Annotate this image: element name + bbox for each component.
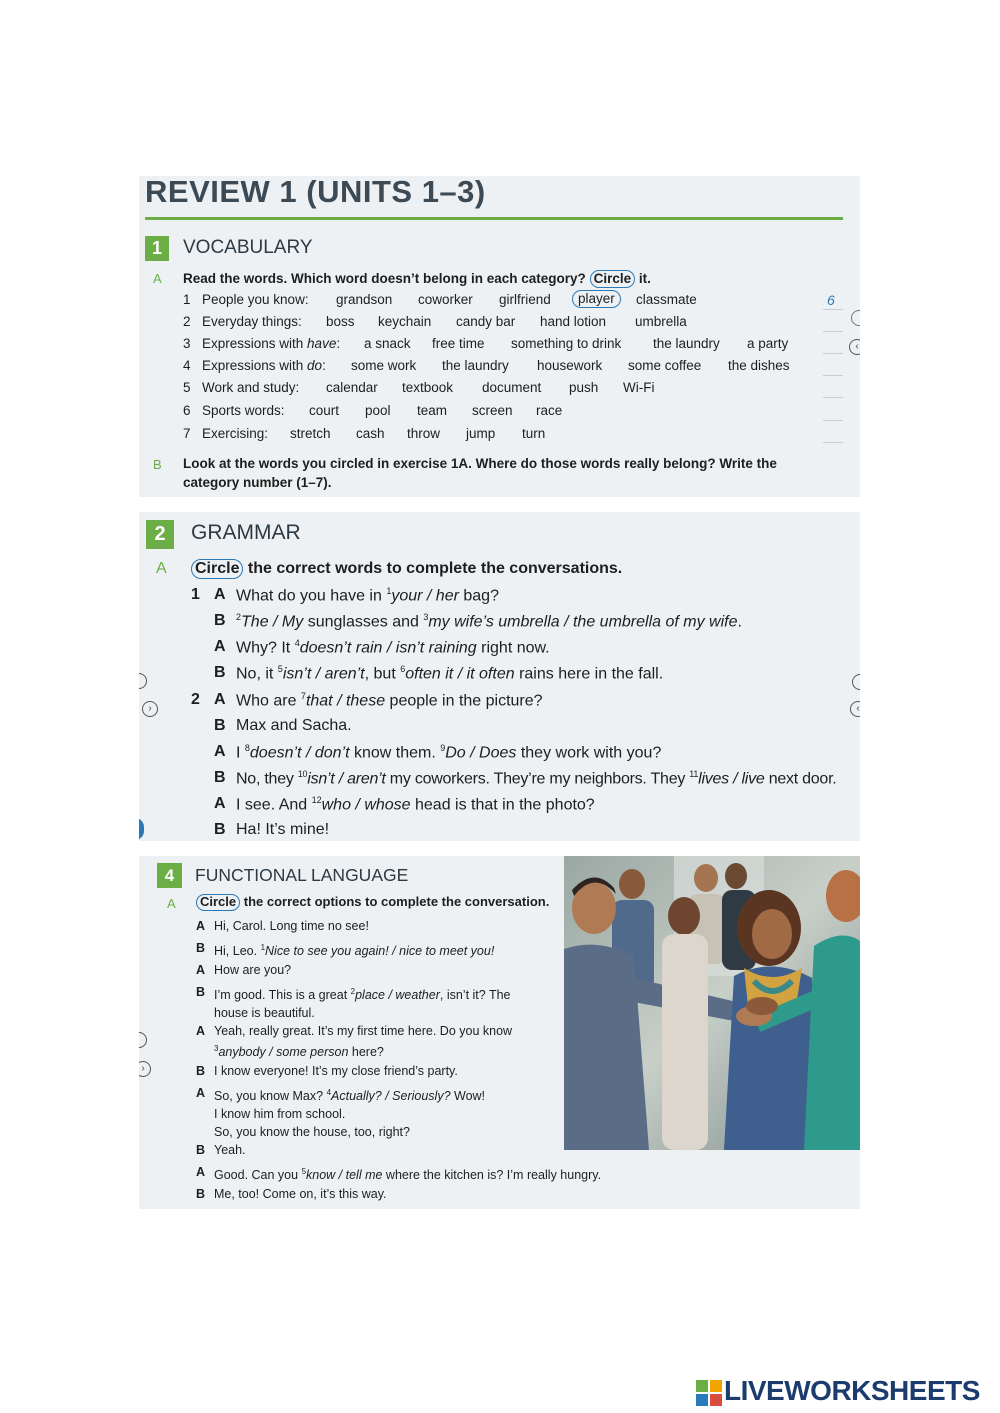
section-number: 1 (145, 236, 169, 261)
word-option[interactable]: the laundry (653, 336, 720, 351)
gap-number: 7 (300, 691, 306, 701)
row-category: Everyday things: (202, 314, 302, 329)
word-option[interactable]: document (482, 380, 542, 395)
row-category (202, 336, 340, 351)
title-rule (145, 217, 843, 220)
choice-options[interactable]: doesn’t rain / isn’t raining (299, 639, 477, 657)
choice-options[interactable]: who / whose (321, 796, 411, 814)
speaker-label: A (196, 1165, 206, 1179)
exercise-letter: A (153, 271, 162, 286)
text: So, you know the house, too, right? (214, 1125, 410, 1140)
choice-options[interactable]: Do / Does (445, 744, 517, 762)
word-option-circled[interactable]: player (572, 290, 621, 308)
exercise-letter: A (167, 896, 176, 911)
word-option[interactable]: the laundry (442, 358, 509, 373)
row-category: People you know: (202, 292, 309, 307)
speaker-label: A (214, 638, 226, 655)
functional-language-panel (139, 856, 860, 1209)
exercise-instruction (183, 270, 651, 288)
text: Wow! (450, 1089, 486, 1104)
line-text (214, 983, 511, 1022)
row-number: 3 (183, 336, 191, 351)
gap-number: 9 (440, 743, 446, 753)
text: know them. (349, 744, 441, 762)
word-option[interactable]: free time (432, 336, 485, 351)
exercise-letter: A (156, 560, 167, 577)
choice-options[interactable]: that / these (305, 692, 386, 710)
speaker-label: B (214, 821, 226, 838)
speaker-label: A (196, 1086, 206, 1100)
gap-number: 1 (260, 943, 266, 952)
instruction-text: Read the words. Which word doesn’t belong in each category? (183, 271, 586, 286)
row-category (202, 358, 326, 373)
answer-blank[interactable] (823, 353, 843, 354)
party-photo (564, 856, 860, 1150)
exercise-instruction (191, 559, 622, 579)
exercise-instruction: Look at the words you circled in exercise 1A. Where do those words really belong? Write the (183, 456, 777, 471)
half-circle-icon (139, 1032, 147, 1048)
text: I (236, 744, 245, 762)
text: head is that in the photo? (410, 796, 595, 814)
audio-icon[interactable]: › (142, 701, 158, 717)
speaker-label: B (214, 612, 226, 629)
line-text (236, 664, 663, 683)
word-option[interactable]: something to drink (511, 336, 622, 351)
word-option[interactable]: umbrella (635, 314, 687, 329)
exercise-instruction: category number (1–7). (183, 475, 332, 490)
text: . (737, 613, 742, 631)
row-category-text: Expressions with (202, 358, 308, 373)
gap-number: 4 (326, 1088, 332, 1097)
grammar-panel (139, 512, 860, 841)
gap-number: 5 (277, 664, 283, 674)
text: Why? It (236, 639, 295, 657)
word-option[interactable]: candy bar (456, 314, 516, 329)
review-vocabulary-panel (139, 176, 860, 497)
brand-name: LIVEWORKSHEETS (724, 1375, 980, 1406)
section-heading: FUNCTIONAL LANGUAGE (195, 865, 409, 885)
audio-icon[interactable]: › (139, 1061, 151, 1077)
text: So, you know Max? (214, 1089, 327, 1104)
gap-number: 11 (689, 769, 699, 779)
line-text (236, 612, 742, 631)
text: right now. (476, 639, 550, 657)
line-text: Me, too! Come on, it’s this way. (214, 1187, 387, 1201)
line-text (236, 795, 595, 814)
answer-blank[interactable] (823, 309, 843, 310)
choice-options[interactable]: my wife’s umbrella / the umbrella of my wife (428, 613, 738, 631)
instruction-text: the correct options to complete the conversation. (243, 894, 550, 909)
word-option[interactable]: boss (326, 314, 355, 329)
row-category-colon: : (336, 336, 341, 351)
speaker-label: B (196, 941, 206, 955)
gap-number: 5 (301, 1167, 307, 1176)
word-option[interactable]: turn (522, 426, 546, 441)
speaker-label: B (214, 664, 226, 681)
choice-options[interactable]: The / My (241, 613, 304, 631)
choice-options[interactable]: lives / live (698, 770, 765, 788)
word-option[interactable]: a snack (364, 336, 411, 351)
row-category: Work and study: (202, 380, 300, 395)
text: I’m good. This is a great (214, 988, 351, 1003)
choice-options[interactable]: isn’t / aren’t (307, 770, 386, 788)
speaker-label: B (214, 769, 226, 786)
speaker-label: B (196, 1187, 206, 1201)
gap-number: 4 (294, 638, 300, 648)
word-option[interactable]: Wi-Fi (623, 380, 655, 395)
row-number: 4 (183, 358, 191, 373)
answer-blank[interactable] (823, 331, 843, 332)
word-option[interactable]: push (569, 380, 599, 395)
text: where the kitchen is? I’m really hungry. (382, 1168, 602, 1183)
line-text: I know everyone! It’s my close friend’s party. (214, 1064, 458, 1078)
word-option[interactable]: race (536, 403, 563, 418)
circle-word: Circle (191, 559, 243, 579)
gap-number: 3 (423, 612, 429, 622)
word-option[interactable]: jump (466, 426, 496, 441)
speaker-label: B (196, 1143, 206, 1157)
circle-word: Circle (590, 270, 636, 288)
word-option[interactable]: court (309, 403, 340, 418)
word-option[interactable]: calendar (326, 380, 378, 395)
word-option[interactable]: cash (356, 426, 385, 441)
word-option[interactable]: coworker (418, 292, 473, 307)
text: , isn’t it? The (439, 988, 511, 1003)
text: house is beautiful. (214, 1006, 315, 1021)
line-text: Max and Sacha. (236, 717, 352, 734)
conversation-number-2: 2 (191, 691, 200, 708)
half-circle-icon (851, 310, 860, 326)
line-text (236, 769, 836, 788)
line-text (236, 638, 550, 657)
audio-icon[interactable]: ‹ (849, 339, 860, 355)
text: people in the picture? (385, 692, 543, 710)
text: they work with you? (516, 744, 662, 762)
speaker-label: A (196, 963, 206, 977)
conversation-number-1: 1 (191, 586, 200, 603)
text: No, it (236, 665, 278, 683)
text: I know him from school. (214, 1107, 346, 1122)
text: here? (348, 1045, 384, 1060)
circle-word: Circle (196, 894, 240, 911)
text: Yeah, really great. It’s my first time here. Do you know (214, 1024, 513, 1038)
answer-blank[interactable] (823, 375, 843, 376)
choice-options[interactable]: anybody / some person (218, 1045, 349, 1060)
liveworksheets-logo-icon (696, 1380, 722, 1406)
word-option[interactable]: some work (351, 358, 417, 373)
row-category-colon: : (322, 358, 326, 373)
line-text (214, 939, 494, 960)
speaker-label: B (196, 985, 206, 999)
word-option[interactable]: housework (537, 358, 603, 373)
word-option[interactable]: team (417, 403, 448, 418)
choice-options[interactable]: your / her (391, 587, 459, 605)
row-category-verb: do (307, 358, 323, 373)
word-option[interactable]: keychain (378, 314, 432, 329)
speaker-label: B (196, 1064, 206, 1078)
word-option[interactable]: a party (747, 336, 789, 351)
text: No, they (236, 770, 298, 788)
word-option[interactable]: grandson (336, 292, 393, 307)
speaker-label: A (214, 795, 226, 812)
speaker-label: A (214, 586, 226, 603)
speaker-label: A (214, 691, 226, 708)
gap-number: 12 (311, 795, 322, 805)
text: Good. Can you (214, 1168, 302, 1183)
gap-number: 2 (236, 612, 242, 622)
choice-options[interactable]: isn’t / aren’t (282, 665, 365, 683)
text: Hi, Leo. (214, 944, 261, 959)
choice-options[interactable]: place / weather (355, 988, 440, 1003)
line-text (214, 1163, 601, 1184)
text: Who are (236, 692, 301, 710)
answer-blank[interactable] (823, 397, 843, 398)
row-number: 7 (183, 426, 191, 441)
line-text: Hi, Carol. Long time no see! (214, 919, 369, 933)
instruction-text: the correct words to complete the conversations. (247, 560, 623, 577)
row-category-verb: have (307, 336, 337, 351)
word-option[interactable]: some coffee (628, 358, 702, 373)
section-heading: GRAMMAR (191, 521, 301, 544)
answer-blank[interactable] (823, 420, 843, 421)
gap-number: 8 (244, 743, 250, 753)
speaker-label: A (196, 919, 206, 933)
word-option[interactable]: pool (365, 403, 391, 418)
line-text: Ha! It’s mine! (236, 821, 330, 838)
answer-blank[interactable] (823, 442, 843, 443)
text: next door. (764, 770, 837, 788)
section-number: 2 (146, 520, 174, 549)
word-option[interactable]: screen (472, 403, 513, 418)
row-number: 5 (183, 380, 191, 395)
exercise-letter: B (153, 457, 162, 472)
text: my coworkers. They’re my neighbors. They (385, 770, 690, 788)
choice-options[interactable]: Nice to see you again! / nice to meet you! (265, 944, 495, 959)
speaker-label: B (214, 717, 226, 734)
page-title: REVIEW 1 (UNITS 1–3) (145, 176, 486, 209)
row-category: Exercising: (202, 426, 269, 441)
text: What do you have in (236, 587, 387, 605)
choice-options[interactable]: doesn’t / don’t (249, 744, 350, 762)
text: I see. And (236, 796, 312, 814)
line-text (214, 1084, 485, 1141)
text: sunglasses and (303, 613, 424, 631)
word-option[interactable]: textbook (402, 380, 454, 395)
audio-icon[interactable]: ‹ (850, 701, 860, 717)
word-option[interactable]: classmate (636, 292, 697, 307)
answer-value: 6 (827, 292, 835, 308)
choice-options[interactable]: know / tell me (306, 1168, 383, 1183)
side-tab-marker (139, 818, 144, 840)
row-number: 6 (183, 403, 191, 418)
section-heading: VOCABULARY (183, 237, 313, 258)
gap-number: 6 (400, 664, 406, 674)
word-option[interactable]: stretch (290, 426, 331, 441)
word-option[interactable]: the dishes (728, 358, 790, 373)
word-option[interactable]: girlfriend (499, 292, 551, 307)
exercise-instruction (196, 894, 549, 911)
gap-number: 1 (386, 586, 392, 596)
word-option[interactable]: hand lotion (540, 314, 607, 329)
section-number: 4 (157, 863, 182, 888)
gap-number: 3 (214, 1044, 219, 1053)
line-text: How are you? (214, 963, 292, 977)
choice-options[interactable]: Actually? / Seriously? (331, 1089, 451, 1104)
line-text (236, 691, 543, 710)
text: bag? (458, 587, 499, 605)
instruction-text: it. (638, 271, 651, 286)
gap-number: 2 (350, 987, 356, 996)
row-category-text: Expressions with (202, 336, 308, 351)
text: rains here in the fall. (514, 665, 664, 683)
half-circle-icon (139, 673, 147, 689)
row-number: 1 (183, 292, 191, 307)
speaker-label: A (196, 1024, 206, 1038)
half-circle-icon (852, 674, 860, 690)
row-category: Sports words: (202, 403, 285, 418)
line-text: Yeah. (214, 1143, 246, 1157)
row-number: 2 (183, 314, 191, 329)
line-text (236, 586, 499, 605)
speaker-label: A (214, 743, 226, 760)
line-text (236, 743, 661, 762)
text: , but (364, 665, 401, 683)
gap-number: 10 (297, 769, 308, 779)
line-text (214, 1022, 512, 1061)
party-photo-illustration (564, 856, 860, 1150)
word-option[interactable]: throw (407, 426, 441, 441)
choice-options[interactable]: often it / it often (405, 665, 515, 683)
